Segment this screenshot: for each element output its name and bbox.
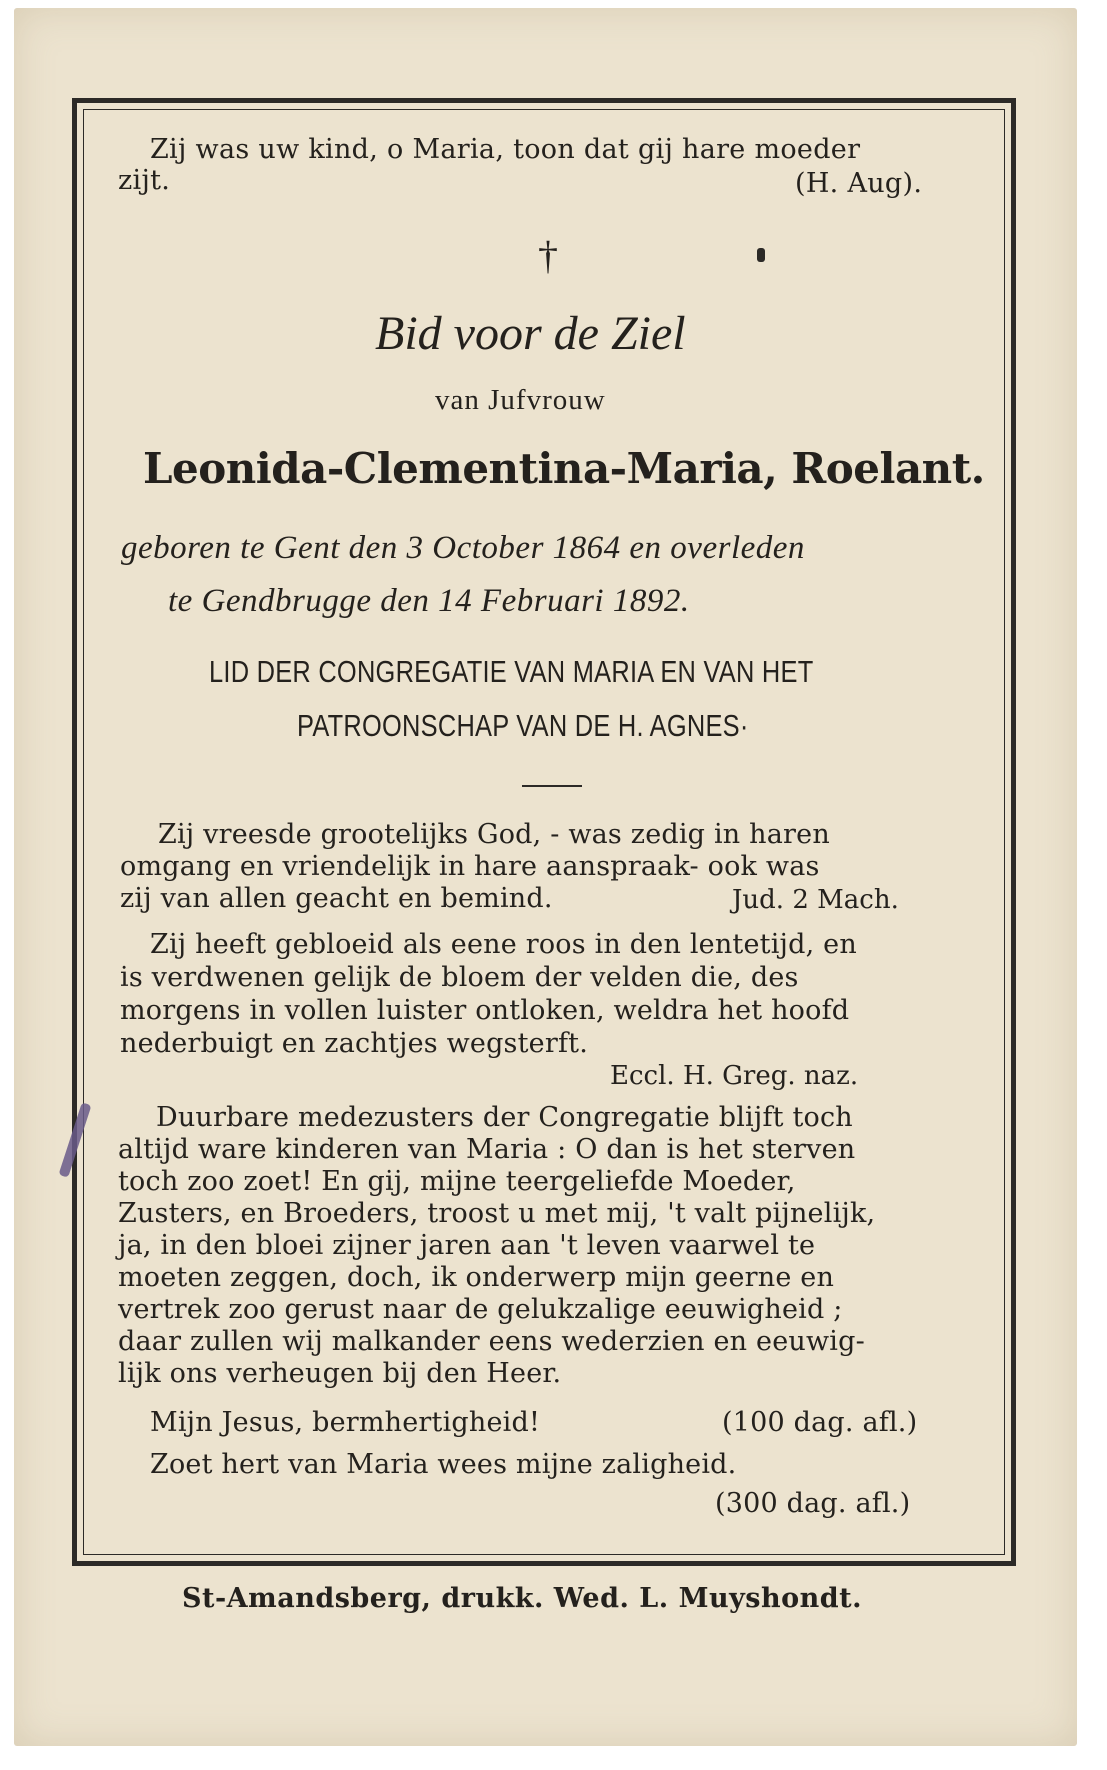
- para3-line: daar zullen wij malkander eens wederzien en eeuwig-: [118, 1326, 865, 1357]
- death-line: te Gendbrugge den 14 Februari 1892.: [168, 583, 690, 619]
- prayer-2: Zoet hert van Maria wees mijne zaligheid.: [150, 1449, 737, 1480]
- van-jufvrouw: van Jufvrouw: [435, 384, 606, 416]
- para3-line: lijk ons verheugen bij den Heer.: [118, 1358, 562, 1389]
- ink-dot: [757, 248, 765, 262]
- prayer-1-indulgence: (100 dag. afl.): [722, 1407, 918, 1438]
- para1-source: Jud. 2 Mach.: [732, 885, 899, 915]
- membership-line-2: PATROONSCHAP VAN DE H. AGNES·: [297, 708, 749, 743]
- para2-line: Zij heeft gebloeid als eene roos in den lentetijd, en: [150, 929, 857, 960]
- epigraph-source: (H. Aug).: [795, 168, 923, 199]
- para1-line: Zij vreesde grootelijks God, - was zedig in haren: [158, 819, 830, 850]
- para3-line: vertrek zoo gerust naar de gelukzalige eeuwigheid ;: [118, 1294, 843, 1325]
- epigraph-line-2-left: zijt.: [118, 165, 171, 196]
- prayer-1: Mijn Jesus, bermhertigheid!: [150, 1407, 541, 1438]
- separator-rule: [522, 785, 582, 787]
- para3-line: ja, in den bloei zijner jaren aan 't leven vaarwel te: [118, 1230, 816, 1261]
- prayer-2-indulgence: (300 dag. afl.): [715, 1488, 911, 1519]
- cross-icon: †: [538, 233, 558, 278]
- deceased-name: Leonida-Clementina-Maria, Roelant.: [143, 444, 985, 493]
- para2-line: morgens in vollen luister ontloken, weldra het hoofd: [120, 995, 850, 1026]
- para3-line: Duurbare medezusters der Congregatie blijft toch: [156, 1102, 853, 1133]
- para1-line: omgang en vriendelijk in hare aanspraak- ook was: [120, 851, 820, 882]
- para3-line: altijd ware kinderen van Maria : O dan is het sterven: [118, 1134, 856, 1165]
- epigraph-line-1: Zij was uw kind, o Maria, toon dat gij hare moeder: [150, 134, 861, 165]
- membership-line-1: LID DER CONGREGATIE VAN MARIA EN VAN HET: [209, 654, 814, 689]
- para1-line: zij van allen geacht en bemind.: [120, 883, 553, 914]
- birth-line: geboren te Gent den 3 October 1864 en overleden: [121, 530, 805, 566]
- para3-line: moeten zeggen, doch, ik onderwerp mijn geerne en: [118, 1262, 835, 1293]
- para2-source: Eccl. H. Greg. naz.: [610, 1061, 859, 1091]
- heading: Bid voor de Ziel: [375, 307, 686, 360]
- para3-line: Zusters, en Broeders, troost u met mij, 't valt pijnelijk,: [118, 1198, 876, 1229]
- para2-line: nederbuigt en zachtjes wegsterft.: [120, 1028, 588, 1059]
- para2-line: is verdwenen gelijk de bloem der velden die, des: [120, 962, 799, 993]
- para3-line: toch zoo zoet! En gij, mijne teergeliefde Moeder,: [118, 1166, 796, 1197]
- printer-credit: St-Amandsberg, drukk. Wed. L. Muyshondt.: [182, 1583, 862, 1614]
